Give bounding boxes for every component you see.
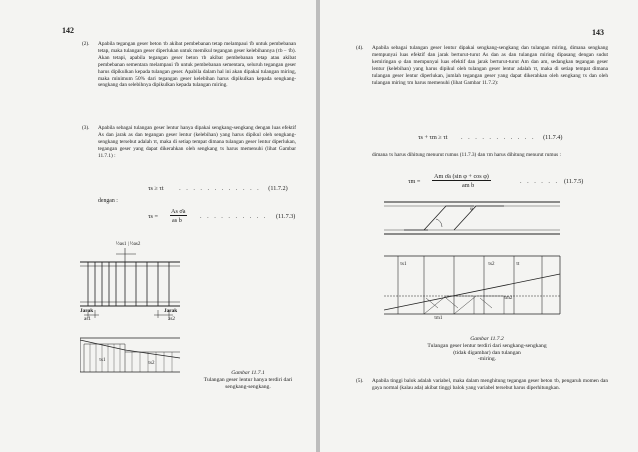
phi-label: φ [470, 207, 473, 212]
item-number: (5). [356, 378, 364, 384]
equation-11-7-4 [418, 134, 562, 141]
equation-number: (11.7.2) [268, 185, 288, 192]
tau-t-label: τt [516, 262, 520, 267]
tau-s2-label: τs2 [148, 361, 155, 366]
caption-line-3: -miring. [477, 356, 497, 363]
caption-line-1: Tulangan geser lentur terdiri dari sengkang-sengkang [427, 342, 547, 349]
equation-number: (11.7.4) [543, 134, 563, 141]
page-142 [0, 0, 316, 452]
page-143 [320, 0, 638, 452]
dengan-label: dengan : [98, 198, 118, 204]
equation-leader: . . . . . . . . . . . [461, 134, 536, 141]
figure-caption [394, 336, 580, 363]
jarak-right-label: Jarak [164, 308, 178, 314]
paragraph-2 [82, 41, 296, 89]
equation-11-7-2 [148, 185, 288, 192]
caption-text: Tulangan geser lentur hanya terdiri dari sengkang-sengkang. [203, 376, 293, 390]
paragraph-5 [356, 378, 608, 392]
jarak-left-sub: as1 [84, 316, 92, 322]
caption-line-2: (tidak digambar) dan tulangan [453, 349, 521, 356]
tau-s2-label: τs2 [488, 262, 495, 267]
equation-leader: . . . . . . . . . . . . [179, 185, 261, 192]
paragraph-text: Apabila tegangan geser beton τb akibat pembebanan tetap melampaui τ̄b untuk pembebanan tetap, maka tulangan geser diperlukan untuk memikul tegangan geser kelebihannya (τb − τ̄b). Akan tetapi, apabila tegangan geser beton τb akibat pembebanan tetap atau akibat pembebanan sementara melampaui τ̄b untuk pembebanan sementara, seluruh tegangan geser harus dipikulkan kepada tulangan geser. Apabila dalam hal ini akan dipakai tulangan miring, maka minimum 50% dari tegangan geser kelebihan harus dipikulkan kepada sengkang-sengkang dan selebihnya dipikulkan kepada tulangan miring. [98, 41, 296, 89]
equation-lhs: τs ≥ τt [148, 185, 164, 192]
text-after-equation: dimana τs harus dihitung menurut rumus (11.7.3) dan τm harus dihitung menurut rumus : [372, 152, 561, 158]
paragraph-text: Apabila sebagai tulangan geser lentur hanya dipakai sengkang-sengkang dengan luas efektif As dan jarak as dan tegangan geser lentur (kelebihan) yang harus dipikul oleh sengkang-sengkang tersebut adalah τt, maka di setiap tempat dimana tulangan geser lentur diperlukan, tegangan geser yang dapat dikerahkan oleh sengkang τs harus memenuhi (lihat Gambar 11.7.1) : [98, 125, 296, 159]
item-number: (3). [82, 125, 90, 131]
jarak-left-label: Jarak [80, 308, 94, 314]
fraction-numerator: Am σ̄a (sin φ + cos φ) [434, 173, 489, 180]
figure-caption [196, 370, 300, 390]
equation-lhs: τs + τm ≥ τt [418, 134, 448, 141]
jarak-right-sub: as2 [168, 316, 176, 322]
equation-lhs: τm = [408, 178, 421, 185]
tau-m2-label: τm2 [504, 296, 513, 301]
page-number: 143 [592, 28, 604, 37]
equation-number: (11.7.5) [564, 178, 584, 185]
equation-number: (11.7.3) [276, 213, 296, 220]
paragraph-text: Apabila sebagai tulangan geser lentur dipakai sengkang-sengkang dan tulangan miring, dimana sengkang mempunyai luas efektif dan jarak berturut-turut As dan as dan tulangan miring dipasang dengan sudut kemiringan φ dan mempunyai luas efektif dan jarak berturut-turut Am dan am, sedangkan tegangan geser lentur (kelebihan) yang harus dipikul oleh tulangan geser lentur adalah τt, maka di setiap tempat dimana tulangan geser lentur diperlukan, jumlah tegangan geser yang dapat dikerahkan oleh sengkang τs dan oleh tulangan miring τm harus memenuhi (lihat Gambar 11.7.2): [372, 45, 608, 86]
figure-11-7-2 [384, 198, 564, 326]
fraction-denominator: as b [172, 217, 182, 224]
item-number: (2). [82, 41, 90, 47]
equation-lhs: τs = [148, 213, 158, 220]
page-number: 142 [62, 26, 74, 35]
tau-s1-label: τs1 [99, 358, 106, 363]
tau-s1-label: τs1 [400, 262, 407, 267]
equation-leader: . . . . . . [520, 178, 560, 185]
figure-top-label: ½as1 | ½as2 [116, 242, 141, 247]
fraction-denominator: am b [462, 182, 475, 189]
item-number: (4). [356, 45, 364, 51]
equation-leader: . . . . . . . . . . [200, 213, 268, 220]
tau-m1-label: τm1 [434, 316, 443, 321]
figure-11-7-1 [80, 240, 280, 445]
caption-title: Gambar 11.7.1 [231, 370, 265, 376]
fraction-numerator: As σ̄a [171, 208, 186, 215]
paragraph-text: Apabila tinggi balok adalah variabel, maka dalam menghitung tegangan geser beton τb, pengaruh momen dan gaya normal (kalau ada) akibat tinggi balok yang variabel tersebut harus diperhitungkan. [372, 378, 608, 391]
paragraph-4 [356, 45, 608, 86]
paragraph-3 [82, 125, 296, 160]
caption-title: Gambar 11.7.2 [470, 336, 504, 342]
